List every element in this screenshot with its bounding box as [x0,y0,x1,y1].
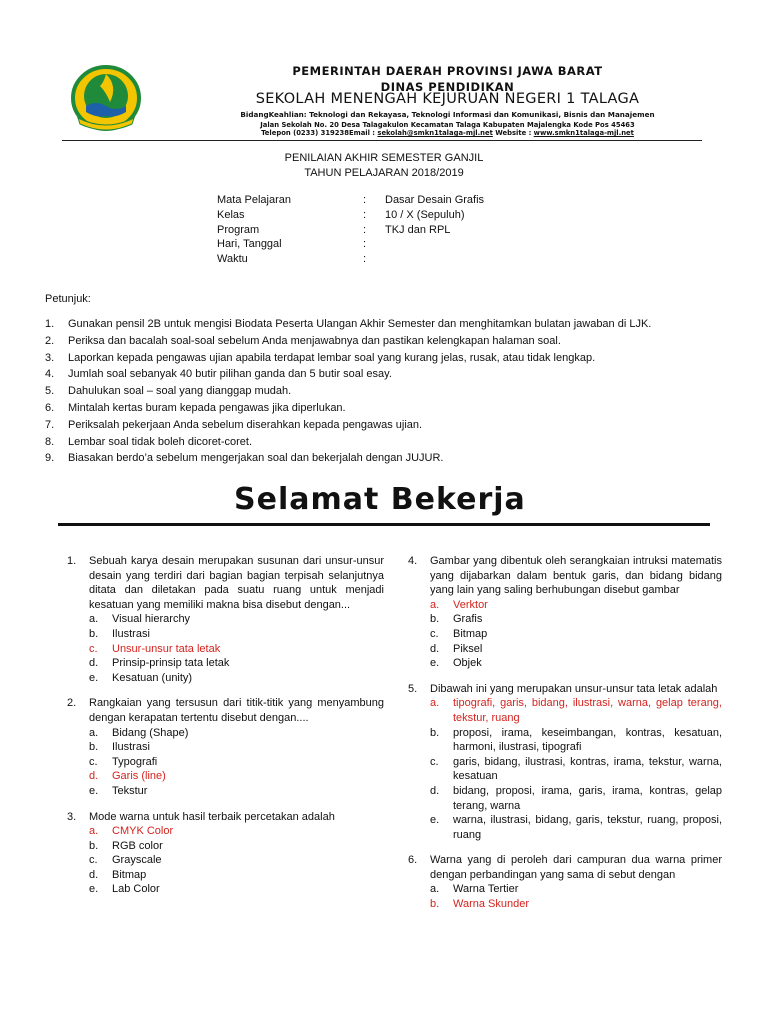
option-text: Warna Tertier [453,883,519,896]
section-divider [58,523,710,526]
option-text: Garis (line) [112,770,166,783]
instruction-item [45,316,725,333]
option-text: Visual hierarchy [112,613,191,626]
question-number: 6. [408,854,418,867]
greeting-heading: Selamat Bekerja [234,482,526,517]
answer-option [430,813,722,842]
instruction-text: Periksa dan bacalah soal-soal sebelum Anda menjawabnya dan pastikan kelengkapan halaman soal. [68,334,561,347]
exam-title: PENILAIAN AKHIR SEMESTER GANJIL [284,152,484,164]
option-letter: b. [430,613,440,626]
option-letter: a. [89,613,99,626]
option-text: Grayscale [112,854,162,867]
option-text: Bitmap [453,627,488,640]
option-text: Grafis [453,613,483,626]
instruction-item [45,383,725,400]
instruction-item [45,350,725,367]
option-letter: a. [89,825,99,838]
option-letter: b. [89,839,99,852]
answer-option-correct [430,897,722,912]
option-text: Tekstur [112,784,148,797]
instructions-list [45,316,725,467]
question-item [408,682,722,843]
option-letter: d. [89,770,99,783]
option-text: Typografi [112,755,158,768]
answer-option [430,755,722,784]
option-text: tipografi, garis, bidang, ilustrasi, warna, gelap terang, tekstur, ruang [453,697,722,724]
answer-option [430,726,722,755]
answer-option [430,627,722,642]
instruction-text: Jumlah soal sebanyak 40 butir pilihan ganda dan 5 butir soal esay. [68,368,392,381]
answer-option-correct [430,696,722,725]
option-letter: d. [430,642,440,655]
instruction-item [45,434,725,451]
instruction-number: 9. [45,452,55,465]
question-text: Gambar yang dibentuk oleh serangkaian intruksi matematis yang dijabarkan dalam bentuk garis, dan bidang bidang yang lain yang saling berhubungan disebut gambar [430,555,722,597]
instruction-text: Biasakan berdo’a sebelum mengerjakan soal dan bekerjalah dengan JUJUR. [68,452,444,465]
answer-option [89,853,384,868]
instruction-item [45,366,725,383]
questions-right-column [408,554,722,923]
option-text: Lab Color [112,883,160,896]
option-text: Warna Skunder [453,898,530,911]
instruction-number: 4. [45,368,55,381]
instruction-text: Lembar soal tidak boleh dicoret-coret. [68,435,253,448]
option-letter: c. [89,755,98,768]
school-logo-emblem [70,62,142,134]
instruction-number: 5. [45,385,55,398]
instruction-text: Mintalah kertas buram kepada pengawas jika diperlukan. [68,401,346,414]
option-letter: e. [430,814,440,827]
instruction-item [45,450,725,467]
answer-option [89,726,384,741]
answer-option [89,740,384,755]
option-text: Objek [453,657,482,670]
question-number: 1. [67,555,77,567]
option-letter: e. [89,671,99,684]
questions-left-column [67,554,384,908]
answer-option [430,612,722,627]
question-number: 3. [67,810,77,823]
instruction-item [45,333,725,350]
question-text: Sebuah karya desain merupakan susunan dari unsur-unsur desain yang terdiri dari bagian bagian terpisah selanjutnya ditata dan diletakan pada suatu ruang untuk menjadi kesatuan yang memiliki makna bisa disebut dengan... [89,555,384,611]
answer-option [89,671,384,686]
instruction-number: 3. [45,351,55,364]
option-letter: a. [430,697,440,710]
letterhead-school-name: SEKOLAH MENENGAH KEJURUAN NEGERI 1 TALAGA [255,91,640,107]
option-letter: e. [430,657,440,670]
question-number: 2. [67,697,77,710]
option-text: Piksel [453,642,483,655]
exam-year: TAHUN PELAJARAN 2018/2019 [304,167,464,179]
letterhead-divider [62,140,702,141]
contact-phone: Telepon (0233) 319238Email : [261,129,378,137]
option-text: bidang, proposi, irama, garis, irama, kontras, gelap terang, warna [453,784,722,812]
option-letter: d. [89,868,99,881]
question-item [67,554,384,685]
answer-option-correct [89,824,384,839]
answer-option [430,882,722,897]
instruction-item [45,400,725,417]
option-text: Prinsip-prinsip tata letak [112,657,230,670]
email-link[interactable]: sekolah@smkn1talaga-mjl.net [377,129,493,137]
option-text: Ilustrasi [112,627,150,640]
question-text: Rangkaian yang tersusun dari titik-titik yang menyambung dengan kerapatan tertentu disebut dengan.... [89,697,384,724]
option-text: RGB color [112,839,163,852]
answer-option [89,656,384,671]
answer-option [430,642,722,657]
option-letter: b. [430,726,440,739]
instruction-text: Periksalah pekerjaan Anda sebelum diserahkan kepada pengawas ujian. [68,418,423,431]
question-item [67,696,384,798]
option-text: garis, bidang, ilustrasi, kontras, irama, tekstur, warna, kesatuan [453,755,722,783]
option-text: Verktor [453,598,488,611]
answer-option [89,784,384,799]
instruction-number: 8. [45,435,55,448]
answer-option [430,656,722,671]
question-text: Dibawah ini yang merupakan unsur-unsur tata letak adalah [430,682,718,695]
instructions-heading: Petunjuk: [45,293,91,305]
option-letter: c. [89,642,98,655]
instruction-item [45,417,725,434]
question-item [67,810,384,898]
letterhead-fields: BidangKeahlian: Teknologi dan Rekayasa, Teknologi Informasi dan Komunikasi, Bisnis dan Manajemen [240,110,655,119]
letterhead-address: Jalan Sekolah No. 20 Desa Talagakulon Kecamatan Talaga Kabupaten Majalengka Kode Pos 45463 [260,121,635,129]
option-text: proposi, irama, keseimbangan, kontras, kesatuan, harmoni, ilustrasi, tipografi [453,726,722,754]
answer-option [89,612,384,627]
option-letter: c. [430,755,439,768]
answer-option [89,868,384,883]
option-text: Bidang (Shape) [112,726,189,739]
instruction-number: 2. [45,334,55,347]
option-letter: d. [430,784,440,797]
option-letter: b. [89,741,99,754]
instruction-text: Dahulukan soal – soal yang dianggap mudah. [68,385,292,398]
option-letter: a. [89,726,99,739]
option-text: warna, ilustrasi, bidang, garis, tekstur, ruang, proposi, ruang [453,814,722,841]
letterhead-contact [150,129,745,137]
option-letter: e. [89,784,99,797]
answer-option [89,839,384,854]
option-letter: b. [89,627,99,640]
answer-option-correct [89,769,384,784]
answer-option [89,755,384,770]
letterhead-department: DINAS PENDIDIKAN [380,80,515,94]
option-text: Kesatuan (unity) [112,671,193,684]
answer-option-correct [430,598,722,613]
instruction-number: 1. [45,318,55,330]
question-item [408,554,722,671]
answer-option-correct [89,642,384,657]
option-letter: c. [89,854,98,867]
option-letter: b. [430,898,440,911]
option-text: Bitmap [112,868,147,881]
option-letter: a. [430,883,440,896]
question-text: Warna yang di peroleh dari campuran dua warna primer dengan perbandingan yang sama di sebut dengan [430,854,722,881]
option-text: Unsur-unsur tata letak [112,642,221,655]
option-text: CMYK Color [112,825,174,838]
website-link[interactable]: www.smkn1talaga-mjl.net [533,129,634,137]
instruction-text: Laporkan kepada pengawas ujian apabila terdapat lembar soal yang kurang jelas, rusak, atau tidak lengkap. [68,351,596,364]
question-item [408,853,722,911]
instruction-text: Gunakan pensil 2B untuk mengisi Biodata Peserta Ulangan Akhir Semester dan menghitamkan bulatan jawaban di LJK. [68,318,652,330]
letterhead-government: PEMERINTAH DAERAH PROVINSI JAWA BARAT [292,64,603,78]
option-letter: a. [430,598,440,611]
option-letter: c. [430,627,439,640]
option-letter: e. [89,883,99,896]
question-number: 5. [408,682,418,695]
instruction-number: 7. [45,418,55,431]
question-text: Mode warna untuk hasil terbaik percetakan adalah [89,810,335,823]
answer-option [430,784,722,813]
website-label: Website : [492,129,534,137]
instruction-number: 6. [45,401,55,414]
option-text: Ilustrasi [112,741,150,754]
option-letter: d. [89,657,99,670]
answer-option [89,627,384,642]
question-number: 4. [408,555,418,567]
answer-option [89,882,384,897]
